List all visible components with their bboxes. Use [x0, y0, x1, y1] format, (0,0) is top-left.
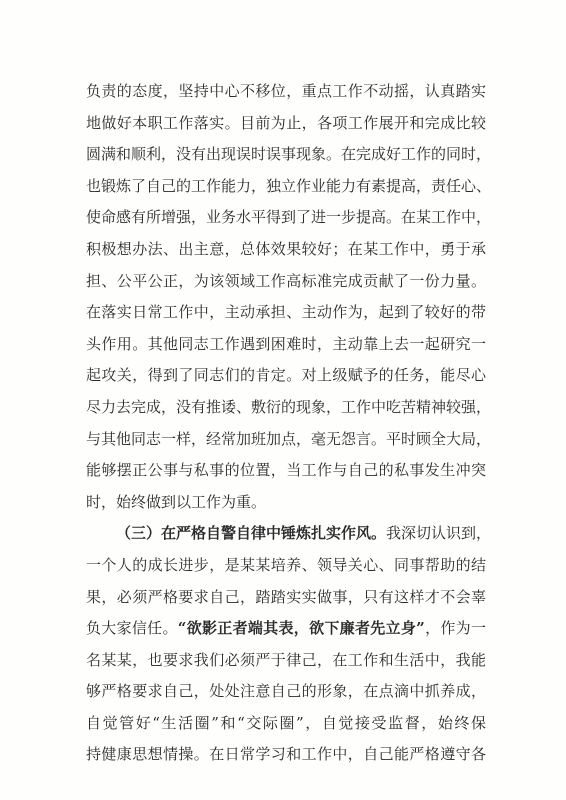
text-line: 时，始终做到以工作为重。: [86, 492, 267, 511]
text-line: 自觉管好“生活圈”和“交际圈”，自觉接受监督，始终保: [86, 713, 486, 732]
text-line: 头作用。其他同志工作遇到困难时，主动靠上去一起研究一: [86, 334, 486, 353]
text-segment: 负大家信任。: [86, 619, 178, 638]
text-line: [86, 613, 486, 645]
text-line: 使命感有所增强，业务水平得到了进一步提高。在某工作中，: [86, 208, 492, 227]
paragraph-self-discipline: [86, 518, 492, 771]
text-line: 够严格要求自己，处处注意自己的形象，在点滴中抓养成，: [86, 682, 486, 701]
quotation: “欲影正者端其表，欲下廉者先立身”: [177, 619, 425, 638]
text-line: 持健康思想情操。在日常学习和工作中，自己能严格遵守各: [86, 745, 486, 764]
text-line: [86, 518, 492, 550]
text-line: 尽力去完成，没有推诿、敷衍的现象，工作中吃苦精神较强，: [86, 397, 492, 416]
text-line: 与其他同志一样，经常加班加点，毫无怨言。平时顾全大局，: [86, 429, 492, 448]
text-line: 也锻炼了自己的工作能力，独立作业能力有素提高，责任心、: [86, 176, 492, 195]
text-line: 名某某，也要求我们必须严于律己，在工作和生活中，我能: [86, 650, 486, 669]
section-heading: （三）在严格自警自律中锤炼扎实作风。: [116, 524, 387, 543]
document-body: [86, 76, 492, 771]
text-line: 起攻关，得到了同志们的肯定。对上级赋予的任务，能尽心: [86, 366, 486, 385]
text-line: 能够摆正公事与私事的位置，当工作与自己的私事发生冲突: [86, 461, 486, 480]
text-line: 一个人的成长进步，是某某培养、领导关心、同事帮助的结: [86, 555, 486, 574]
text-segment: 我深切认识到，: [386, 524, 492, 543]
text-line: 果，必须严格要求自己，踏踏实实做事，只有这样才不会辜: [86, 587, 486, 606]
text-line: 圆满和顺利，没有出现误时误事现象。在完成好工作的同时，: [86, 145, 492, 164]
paragraph-work-performance: [86, 76, 492, 518]
text-segment: ，作为一: [424, 619, 486, 638]
text-line: 积极想办法、出主意，总体效果较好；在某工作中，勇于承: [86, 239, 486, 258]
text-line: 负责的态度，坚持中心不移位，重点工作不动摇，认真踏实: [86, 82, 486, 100]
text-line: 地做好本职工作落实。目前为止，各项工作展开和完成比较: [86, 113, 486, 132]
text-line: 在落实日常工作中，主动承担、主动作为，起到了较好的带: [86, 303, 486, 322]
text-line: 担、公平公正，为该领域工作高标准完成贡献了一份力量。: [86, 271, 486, 290]
